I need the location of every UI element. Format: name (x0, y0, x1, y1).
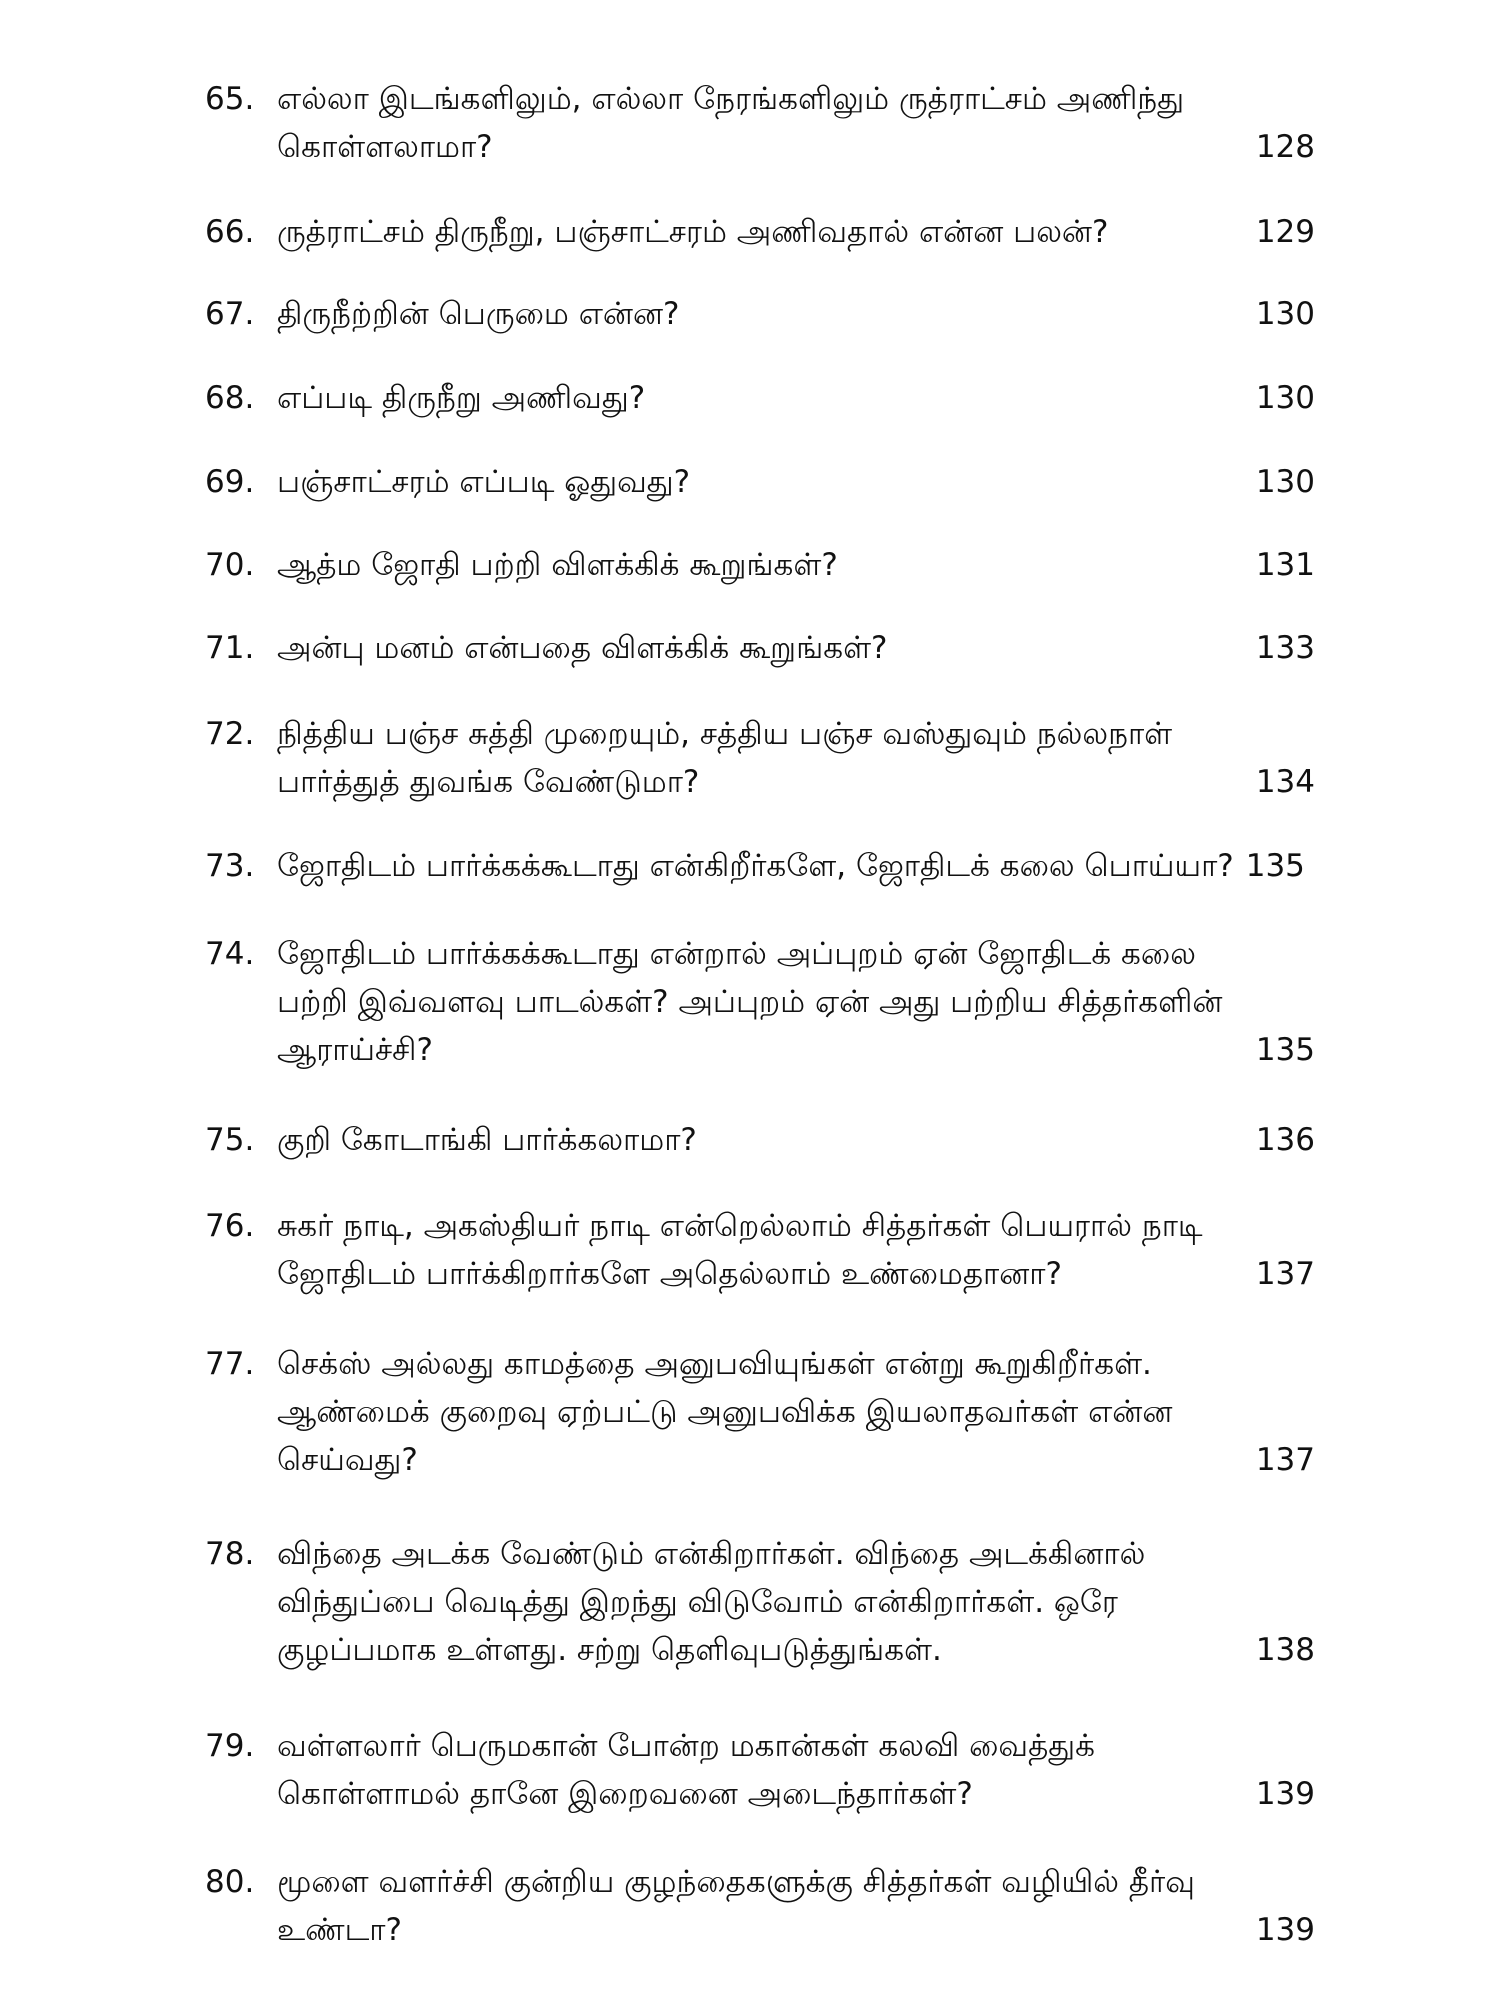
toc-entry-71 (205, 624, 1315, 672)
entry-text: நித்திய பஞ்ச சுத்தி முறையும், சத்திய பஞ்ச வஸ்துவும் நல்லநாள் (277, 716, 1173, 752)
entry-text: விந்துப்பை வெடித்து இறந்து விடுவோம் என்கிறார்கள். ஒரே (277, 1584, 1118, 1620)
entry-line (205, 208, 1315, 256)
entry-line (205, 75, 1315, 123)
toc-entry-79 (205, 1722, 1315, 1818)
entry-text: கொள்ளலாமா? (277, 129, 493, 165)
entry-text: சுகர் நாடி, அகஸ்தியர் நாடி என்றெல்லாம் சித்தர்கள் பெயரால் நாடி (277, 1208, 1203, 1244)
page-number: 136 (1255, 1122, 1315, 1158)
page-number: 137 (1255, 1442, 1315, 1478)
entry-number: 75. (205, 1122, 255, 1158)
entry-text: பார்த்துத் துவங்க வேண்டுமா? (277, 764, 700, 800)
entry-line (205, 624, 1315, 672)
entry-text (277, 842, 1305, 890)
entry-line (205, 1530, 1315, 1578)
page-number: 133 (1255, 630, 1315, 666)
entry-text: விந்தை அடக்க வேண்டும் என்கிறார்கள். விந்தை அடக்கினால் (277, 1536, 1146, 1572)
page-number: 130 (1255, 464, 1315, 500)
entry-line (205, 123, 1315, 171)
entry-line (205, 978, 1315, 1026)
entry-line (205, 842, 1315, 890)
toc-entry-80 (205, 1858, 1315, 1954)
entry-number: 79. (205, 1728, 255, 1764)
entry-line (205, 374, 1315, 422)
entry-text: வள்ளலார் பெருமகான் போன்ற மகான்கள் கலவி வைத்துக் (277, 1728, 1095, 1764)
entry-text: மூளை வளர்ச்சி குன்றிய குழந்தைகளுக்கு சித்தர்கள் வழியில் தீர்வு (277, 1864, 1195, 1900)
page-number: 131 (1255, 547, 1315, 583)
entry-text: ஜோதிடம் பார்க்கிறார்களே அதெல்லாம் உண்மைதானா? (277, 1256, 1062, 1292)
toc-entry-67 (205, 290, 1315, 338)
entry-text: எல்லா இடங்களிலும், எல்லா நேரங்களிலும் ருத்ராட்சம் அணிந்து (277, 81, 1185, 117)
entry-number: 78. (205, 1536, 255, 1572)
toc-entry-75 (205, 1116, 1315, 1164)
entry-line (205, 930, 1315, 978)
page-number: 135 (1245, 848, 1305, 884)
toc-entry-73 (205, 842, 1315, 890)
entry-number: 77. (205, 1346, 255, 1382)
toc-entry-78 (205, 1530, 1315, 1674)
entry-text: உண்டா? (277, 1912, 402, 1948)
page-number: 137 (1255, 1256, 1315, 1292)
entry-line (205, 1578, 1315, 1626)
toc-entry-66 (205, 208, 1315, 256)
page-number: 134 (1255, 764, 1315, 800)
entry-number: 65. (205, 81, 255, 117)
entry-text: செக்ஸ் அல்லது காமத்தை அனுபவியுங்கள் என்று கூறுகிறீர்கள். (277, 1346, 1152, 1382)
entry-number: 80. (205, 1864, 255, 1900)
entry-text: ஆராய்ச்சி? (277, 1032, 433, 1068)
page-number: 130 (1255, 296, 1315, 332)
entry-text: ஆத்ம ஜோதி பற்றி விளக்கிக் கூறுங்கள்? (277, 547, 838, 583)
entry-text: கொள்ளாமல் தானே இறைவனை அடைந்தார்கள்? (277, 1776, 973, 1812)
page-number: 138 (1255, 1632, 1315, 1668)
entry-number: 70. (205, 547, 255, 583)
entry-line (205, 1770, 1315, 1818)
entry-line (205, 1388, 1315, 1436)
entry-text: ஆண்மைக் குறைவு ஏற்பட்டு அனுபவிக்க இயலாதவர்கள் என்ன (277, 1394, 1173, 1430)
entry-text: திருநீற்றின் பெருமை என்ன? (277, 296, 680, 332)
page-number: 135 (1255, 1032, 1315, 1068)
entry-line (205, 1436, 1315, 1484)
entry-text: அன்பு மனம் என்பதை விளக்கிக் கூறுங்கள்? (277, 630, 888, 666)
entry-line (205, 458, 1315, 506)
entry-number: 72. (205, 716, 255, 752)
entry-line (205, 1116, 1315, 1164)
entry-line (205, 1250, 1315, 1298)
toc-entry-77 (205, 1340, 1315, 1484)
entry-line (205, 1906, 1315, 1954)
entry-text: ருத்ராட்சம் திருநீறு, பஞ்சாட்சரம் அணிவதால் என்ன பலன்? (277, 214, 1109, 250)
toc-entry-69 (205, 458, 1315, 506)
entry-text: ஜோதிடம் பார்க்கக்கூடாது என்றால் அப்புறம் ஏன் ஜோதிடக் கலை (277, 936, 1196, 972)
entry-line (205, 1626, 1315, 1674)
toc-entry-76 (205, 1202, 1315, 1298)
entry-line (205, 1340, 1315, 1388)
entry-line (205, 1202, 1315, 1250)
entry-text: குறி கோடாங்கி பார்க்கலாமா? (277, 1122, 697, 1158)
entry-text: பஞ்சாட்சரம் எப்படி ஓதுவது? (277, 464, 691, 500)
toc-entry-72 (205, 710, 1315, 806)
entry-line (205, 1858, 1315, 1906)
entry-line (205, 710, 1315, 758)
entry-text: குழப்பமாக உள்ளது. சற்று தெளிவுபடுத்துங்கள். (277, 1632, 942, 1668)
entry-number: 69. (205, 464, 255, 500)
entry-line (205, 1026, 1315, 1074)
toc-entry-74 (205, 930, 1315, 1074)
entry-line (205, 541, 1315, 589)
entry-number: 71. (205, 630, 255, 666)
entry-line (205, 290, 1315, 338)
page-number: 139 (1255, 1776, 1315, 1812)
entry-text-content: ஜோதிடம் பார்க்கக்கூடாது என்கிறீர்களே, ஜோதிடக் கலை பொய்யா? (277, 848, 1234, 884)
entry-line (205, 1722, 1315, 1770)
toc-entry-68 (205, 374, 1315, 422)
page-number: 130 (1255, 380, 1315, 416)
entry-number: 66. (205, 214, 255, 250)
entry-number: 68. (205, 380, 255, 416)
entry-text: எப்படி திருநீறு அணிவது? (277, 380, 646, 416)
entry-number: 67. (205, 296, 255, 332)
entry-number: 74. (205, 936, 255, 972)
entry-text: செய்வது? (277, 1442, 418, 1478)
entry-number: 76. (205, 1208, 255, 1244)
page-number: 128 (1255, 129, 1315, 165)
toc-entry-70 (205, 541, 1315, 589)
entry-number: 73. (205, 848, 255, 884)
entry-text: பற்றி இவ்வளவு பாடல்கள்? அப்புறம் ஏன் அது பற்றிய சித்தர்களின் (277, 984, 1223, 1020)
page-number: 129 (1255, 214, 1315, 250)
toc-entry-65 (205, 75, 1315, 171)
page-number: 139 (1255, 1912, 1315, 1948)
entry-line (205, 758, 1315, 806)
